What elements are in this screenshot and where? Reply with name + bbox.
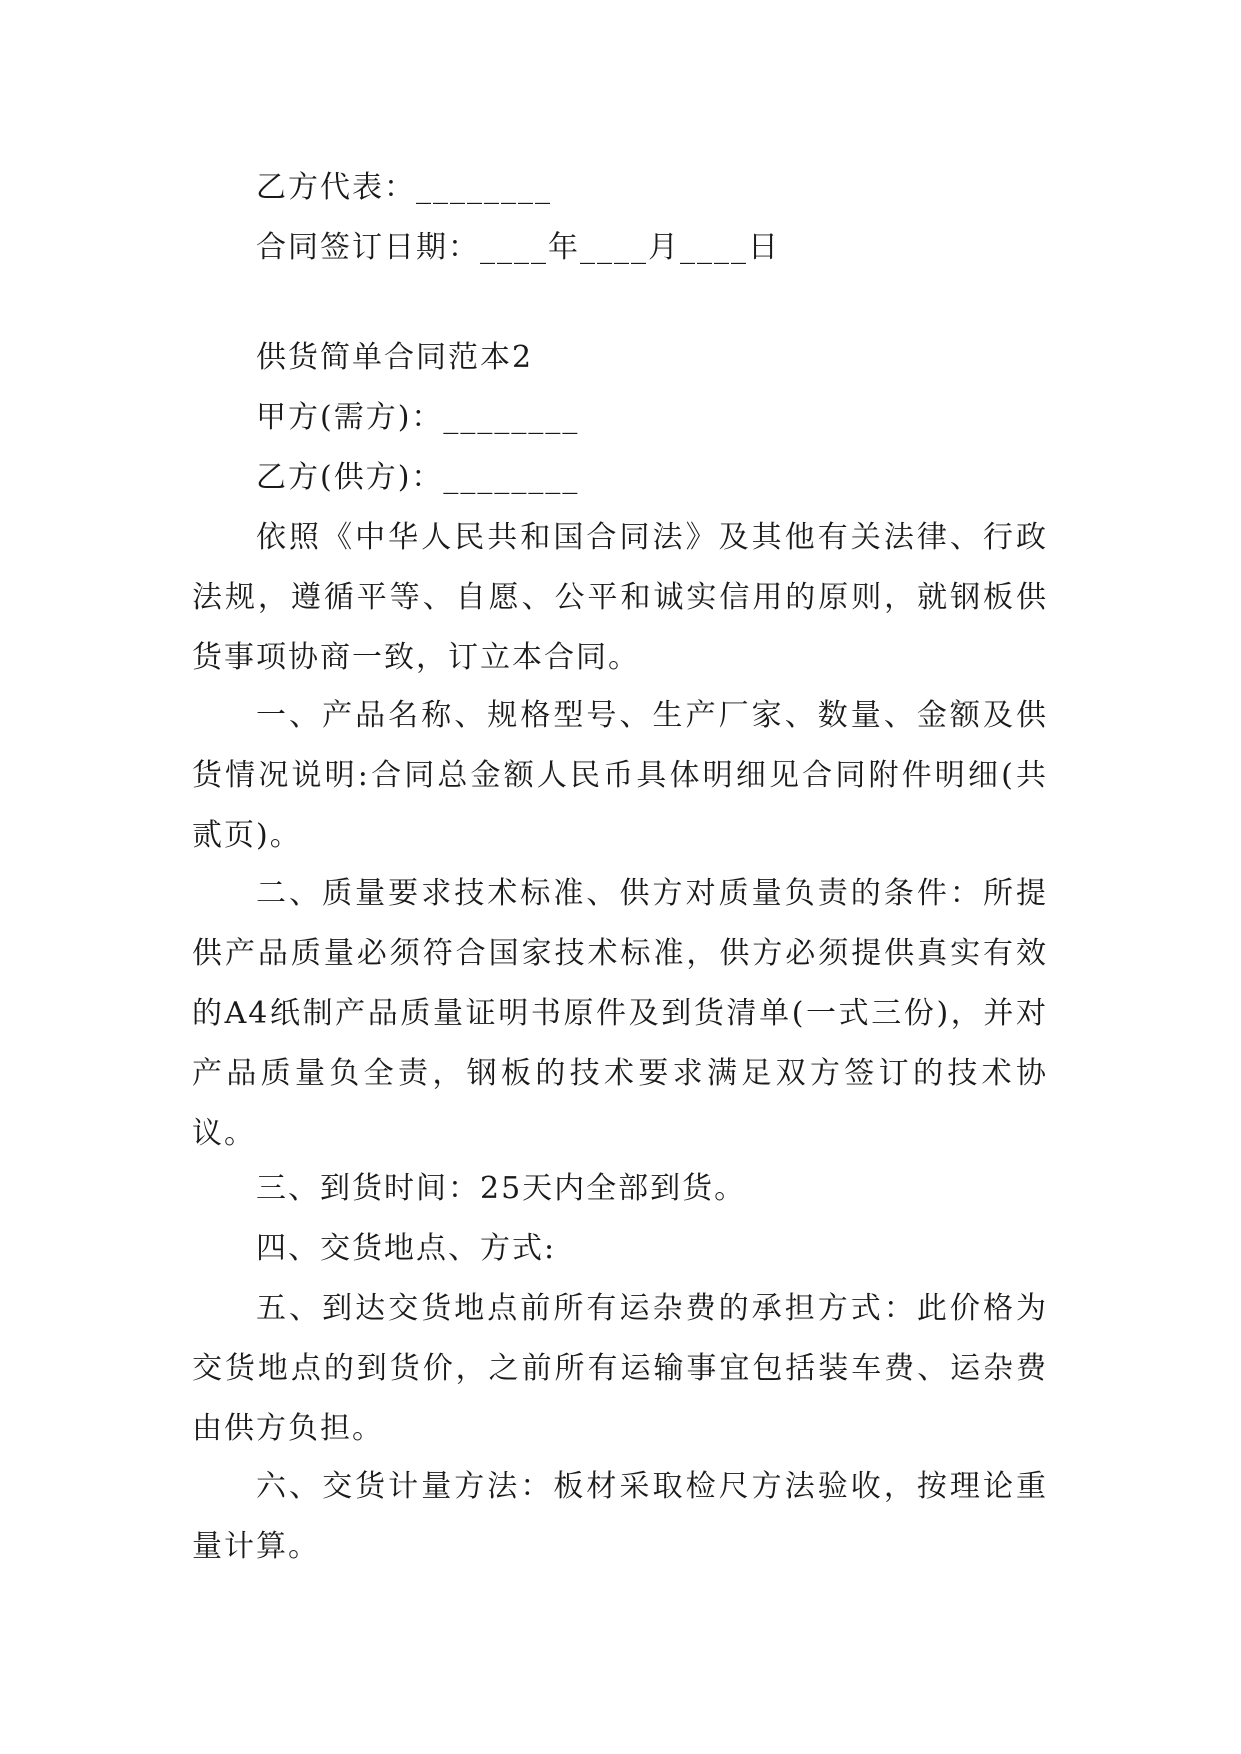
paragraph-clause-4: 四、交货地点、方式: [256,1231,557,1266]
paragraph-clause-1: 一、产品名称、规格型号、生产厂家、数量、金额及供货情况说明:合同总金额人民币具体明细见合同附件明细(共贰页)。 [192,698,1048,853]
party-b-line: 乙方(供方)：________ [256,460,580,495]
party-b-representative-line: 乙方代表：________ [256,170,552,205]
paragraph-clause-2: 二、质量要求技术标准、供方对质量负责的条件：所提供产品质量必须符合国家技术标准，供方必须提供真实有效的A4纸制产品质量证明书原件及到货清单(一式三份)，并对产品质量负全责，钢板的技术要求满足双方签订的技术协议。 [192,876,1048,1151]
paragraph-preamble: 依照《中华人民共和国合同法》及其他有关法律、行政法规，遵循平等、自愿、公平和诚实信用的原则，就钢板供货事项协商一致，订立本合同。 [192,520,1048,675]
paragraph-clause-6: 六、交货计量方法：板材采取检尺方法验收，按理论重量计算。 [192,1469,1048,1564]
party-a-line: 甲方(需方)：________ [256,400,580,435]
contract-sign-date-line: 合同签订日期：____年____月____日 [256,230,780,265]
contract-title: 供货简单合同范本2 [256,340,534,375]
paragraph-clause-5: 五、到达交货地点前所有运杂费的承担方式：此价格为交货地点的到货价，之前所有运输事宜包括装车费、运杂费由供方负担。 [192,1291,1048,1446]
paragraph-clause-3: 三、到货时间：25天内全部到货。 [256,1171,747,1206]
